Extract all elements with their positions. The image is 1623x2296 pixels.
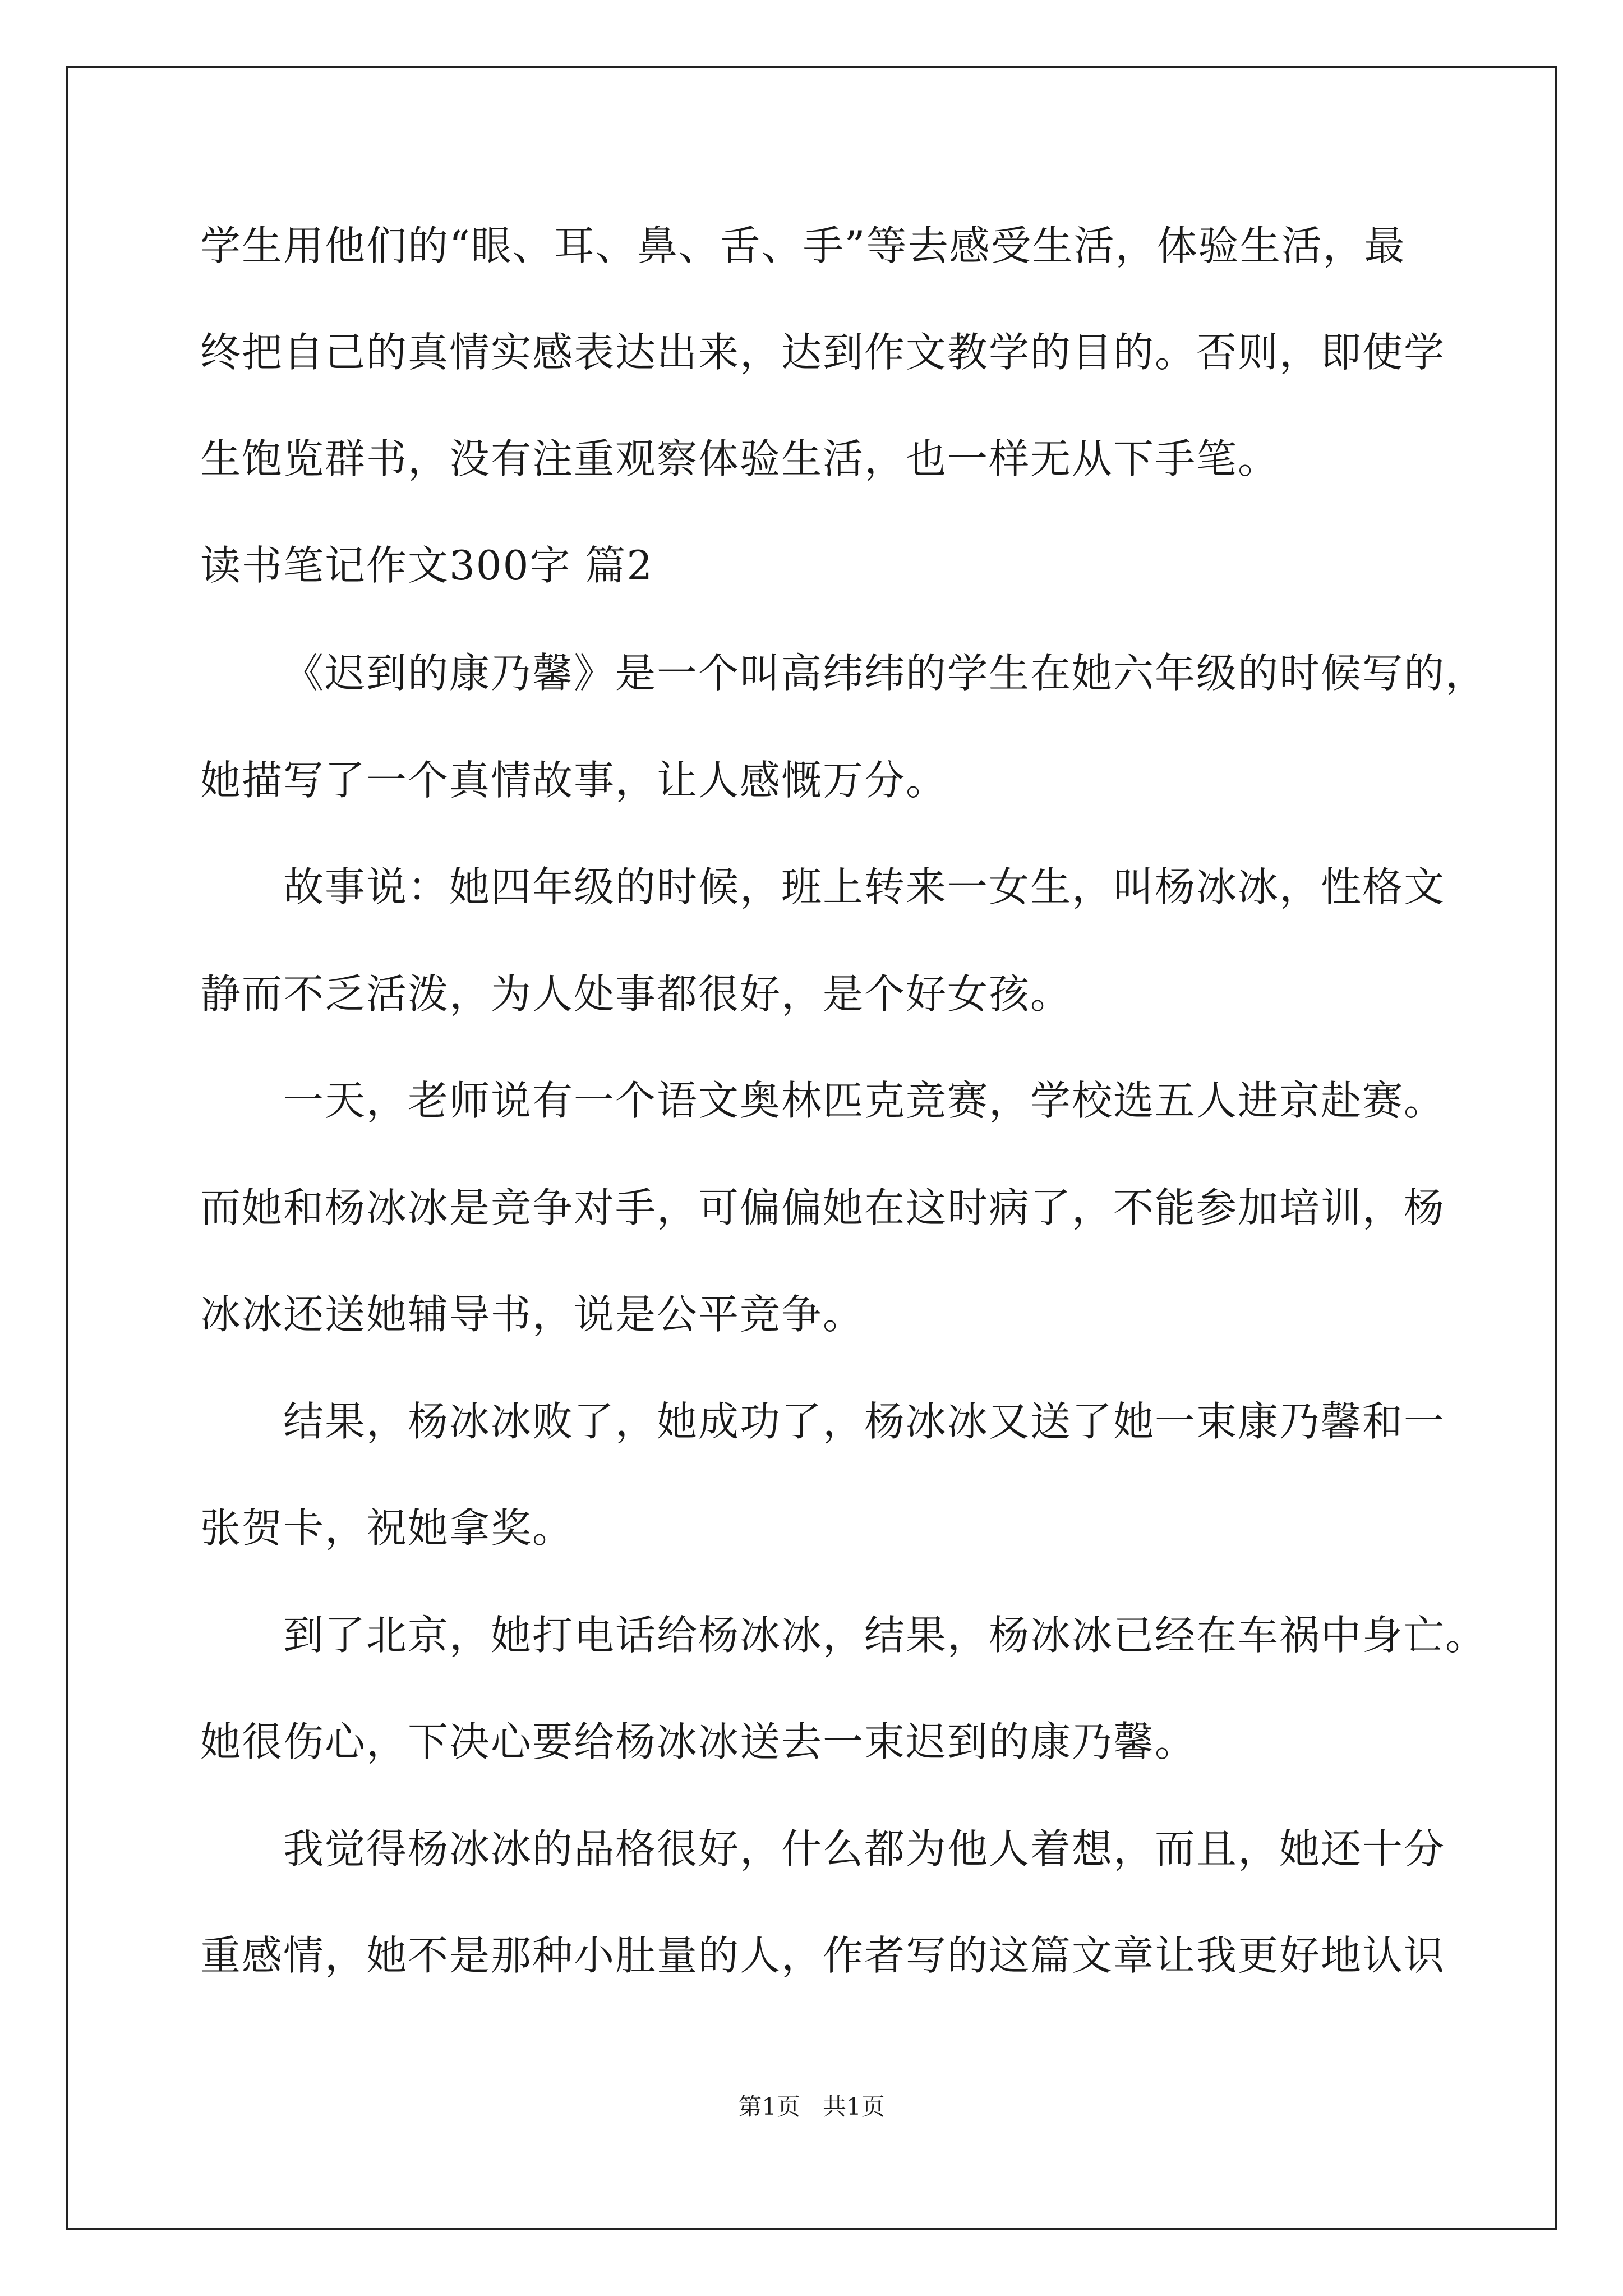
paragraph-start: 我觉得杨冰冰的品格很好，什么都为他人着想，而且，她还十分 <box>283 1825 1446 1872</box>
text-line: 她描写了一个真情故事，让人感慨万分。 <box>200 757 948 804</box>
page-frame <box>66 66 1557 2230</box>
section-heading: 读书笔记作文300字 篇2 <box>200 542 654 589</box>
text-line: 冰冰还送她辅导书，说是公平竞争。 <box>200 1291 865 1338</box>
paragraph-start: 结果，杨冰冰败了，她成功了，杨冰冰又送了她一束康乃馨和一 <box>283 1398 1446 1445</box>
text-line: 学生用他们的“眼、耳、鼻、舌、手”等去感受生活，体验生活，最 <box>200 222 1406 269</box>
page-footer: 第1页 共1页 <box>738 2093 885 2120</box>
text-line: 重感情，她不是那种小肚量的人，作者写的这篇文章让我更好地认识 <box>200 1932 1446 1979</box>
text-line: 静而不乏活泼，为人处事都很好，是个好女孩。 <box>200 970 1072 1018</box>
paragraph-start: 一天，老师说有一个语文奥林匹克竞赛，学校选五人进京赴赛。 <box>283 1077 1446 1124</box>
text-line: 她很伤心，下决心要给杨冰冰送去一束迟到的康乃馨。 <box>200 1718 1197 1765</box>
paragraph-start: 故事说：她四年级的时候，班上转来一女生，叫杨冰冰，性格文 <box>283 863 1446 910</box>
text-line: 生饱览群书，没有注重观察体验生活，也一样无从下手笔。 <box>200 435 1280 482</box>
paragraph-start: 到了北京，她打电话给杨冰冰，结果，杨冰冰已经在车祸中身亡。 <box>283 1612 1487 1659</box>
paragraph-start: 《迟到的康乃馨》是一个叫高纬纬的学生在她六年级的时候写的， <box>283 650 1487 697</box>
text-line: 终把自己的真情实感表达出来，达到作文教学的目的。否则，即使学 <box>200 329 1446 376</box>
text-line: 而她和杨冰冰是竞争对手，可偏偏她在这时病了，不能参加培训，杨 <box>200 1184 1446 1231</box>
text-line: 张贺卡，祝她拿奖。 <box>200 1504 574 1552</box>
